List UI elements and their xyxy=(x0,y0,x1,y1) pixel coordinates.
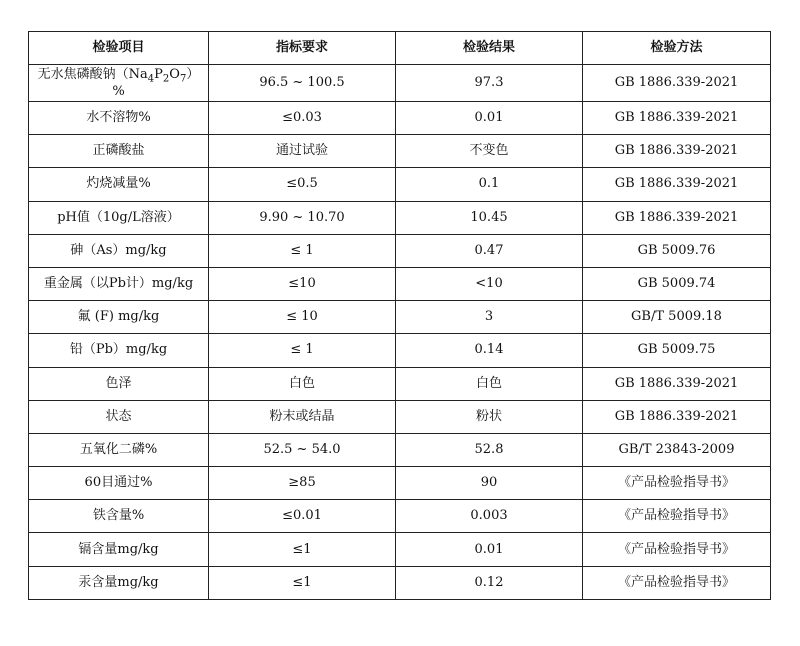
method-cell: GB 1886.339-2021 xyxy=(583,102,771,135)
requirement-cell: 通过试验 xyxy=(209,135,396,168)
item-name-line2: % xyxy=(112,84,125,99)
table-row xyxy=(29,367,771,400)
method-cell: GB 1886.339-2021 xyxy=(583,168,771,201)
formula-part: 无水焦磷酸钠（Na xyxy=(37,67,148,82)
table-row xyxy=(29,201,771,234)
result-cell: 0.14 xyxy=(396,334,583,367)
result-cell: 0.1 xyxy=(396,168,583,201)
result-cell: 97.3 xyxy=(396,65,583,102)
formula-part: O xyxy=(169,67,180,82)
result-cell: 0.003 xyxy=(396,500,583,533)
table-header xyxy=(29,32,771,65)
requirement-cell: 白色 xyxy=(209,367,396,400)
item-cell: 水不溶物% xyxy=(29,102,209,135)
item-cell: 铁含量% xyxy=(29,500,209,533)
requirement-cell: ≤0.01 xyxy=(209,500,396,533)
requirement-cell: 粉末或结晶 xyxy=(209,400,396,433)
table-row xyxy=(29,467,771,500)
header-requirement: 指标要求 xyxy=(209,32,396,65)
result-cell: 3 xyxy=(396,301,583,334)
method-cell: GB 1886.339-2021 xyxy=(583,201,771,234)
requirement-cell: ≤1 xyxy=(209,566,396,599)
method-cell: 《产品检验指导书》 xyxy=(583,533,771,566)
method-cell: 《产品检验指导书》 xyxy=(583,467,771,500)
table-row xyxy=(29,65,771,102)
result-cell: 10.45 xyxy=(396,201,583,234)
table-row xyxy=(29,400,771,433)
table-row xyxy=(29,500,771,533)
result-cell: 0.01 xyxy=(396,533,583,566)
table-body xyxy=(29,65,771,600)
item-cell: 汞含量mg/kg xyxy=(29,566,209,599)
table-row xyxy=(29,301,771,334)
method-cell: GB/T 23843-2009 xyxy=(583,433,771,466)
method-cell: GB 5009.76 xyxy=(583,234,771,267)
item-cell: 灼烧减量% xyxy=(29,168,209,201)
result-cell: 粉状 xyxy=(396,400,583,433)
item-cell: 氟 (F) mg/kg xyxy=(29,301,209,334)
requirement-cell: 96.5 ~ 100.5 xyxy=(209,65,396,102)
header-item: 检验项目 xyxy=(29,32,209,65)
item-cell: 正磷酸盐 xyxy=(29,135,209,168)
requirement-cell: ≤10 xyxy=(209,267,396,300)
header-row xyxy=(29,32,771,65)
item-cell: 镉含量mg/kg xyxy=(29,533,209,566)
table-row xyxy=(29,135,771,168)
item-cell: 铅（Pb）mg/kg xyxy=(29,334,209,367)
table-row xyxy=(29,334,771,367)
inspection-table xyxy=(28,31,771,600)
result-cell: 52.8 xyxy=(396,433,583,466)
item-cell: 砷（As）mg/kg xyxy=(29,234,209,267)
requirement-cell: ≤ 10 xyxy=(209,301,396,334)
item-cell: 60目通过% xyxy=(29,467,209,500)
item-name-line1 xyxy=(33,66,204,83)
method-cell: GB 5009.75 xyxy=(583,334,771,367)
formula-subscript: 2 xyxy=(162,73,170,85)
item-cell: 色泽 xyxy=(29,367,209,400)
result-cell: 0.12 xyxy=(396,566,583,599)
method-cell: GB 1886.339-2021 xyxy=(583,400,771,433)
header-method: 检验方法 xyxy=(583,32,771,65)
table-row xyxy=(29,234,771,267)
method-cell: GB/T 5009.18 xyxy=(583,301,771,334)
result-cell: 白色 xyxy=(396,367,583,400)
table-row xyxy=(29,267,771,300)
table-row xyxy=(29,102,771,135)
item-cell xyxy=(29,65,209,102)
table-row xyxy=(29,566,771,599)
result-cell: <10 xyxy=(396,267,583,300)
requirement-cell: ≤1 xyxy=(209,533,396,566)
formula-subscript: 7 xyxy=(179,73,187,85)
result-cell: 不变色 xyxy=(396,135,583,168)
result-cell: 90 xyxy=(396,467,583,500)
result-cell: 0.01 xyxy=(396,102,583,135)
formula-subscript: 4 xyxy=(147,73,155,85)
item-cell: pH值（10g/L溶液） xyxy=(29,201,209,234)
requirement-cell: ≤ 1 xyxy=(209,234,396,267)
method-cell: GB 1886.339-2021 xyxy=(583,135,771,168)
table-row xyxy=(29,533,771,566)
result-cell: 0.47 xyxy=(396,234,583,267)
formula-part: P xyxy=(154,67,163,82)
formula-part: ） xyxy=(186,67,200,82)
requirement-cell: ≥85 xyxy=(209,467,396,500)
method-cell: 《产品检验指导书》 xyxy=(583,500,771,533)
table-row xyxy=(29,433,771,466)
method-cell: GB 5009.74 xyxy=(583,267,771,300)
item-cell: 五氧化二磷% xyxy=(29,433,209,466)
method-cell: 《产品检验指导书》 xyxy=(583,566,771,599)
item-cell: 重金属（以Pb计）mg/kg xyxy=(29,267,209,300)
requirement-cell: ≤0.5 xyxy=(209,168,396,201)
requirement-cell: ≤0.03 xyxy=(209,102,396,135)
method-cell: GB 1886.339-2021 xyxy=(583,367,771,400)
requirement-cell: 52.5 ~ 54.0 xyxy=(209,433,396,466)
header-result: 检验结果 xyxy=(396,32,583,65)
requirement-cell: 9.90 ~ 10.70 xyxy=(209,201,396,234)
table-row xyxy=(29,168,771,201)
item-cell: 状态 xyxy=(29,400,209,433)
method-cell: GB 1886.339-2021 xyxy=(583,65,771,102)
requirement-cell: ≤ 1 xyxy=(209,334,396,367)
